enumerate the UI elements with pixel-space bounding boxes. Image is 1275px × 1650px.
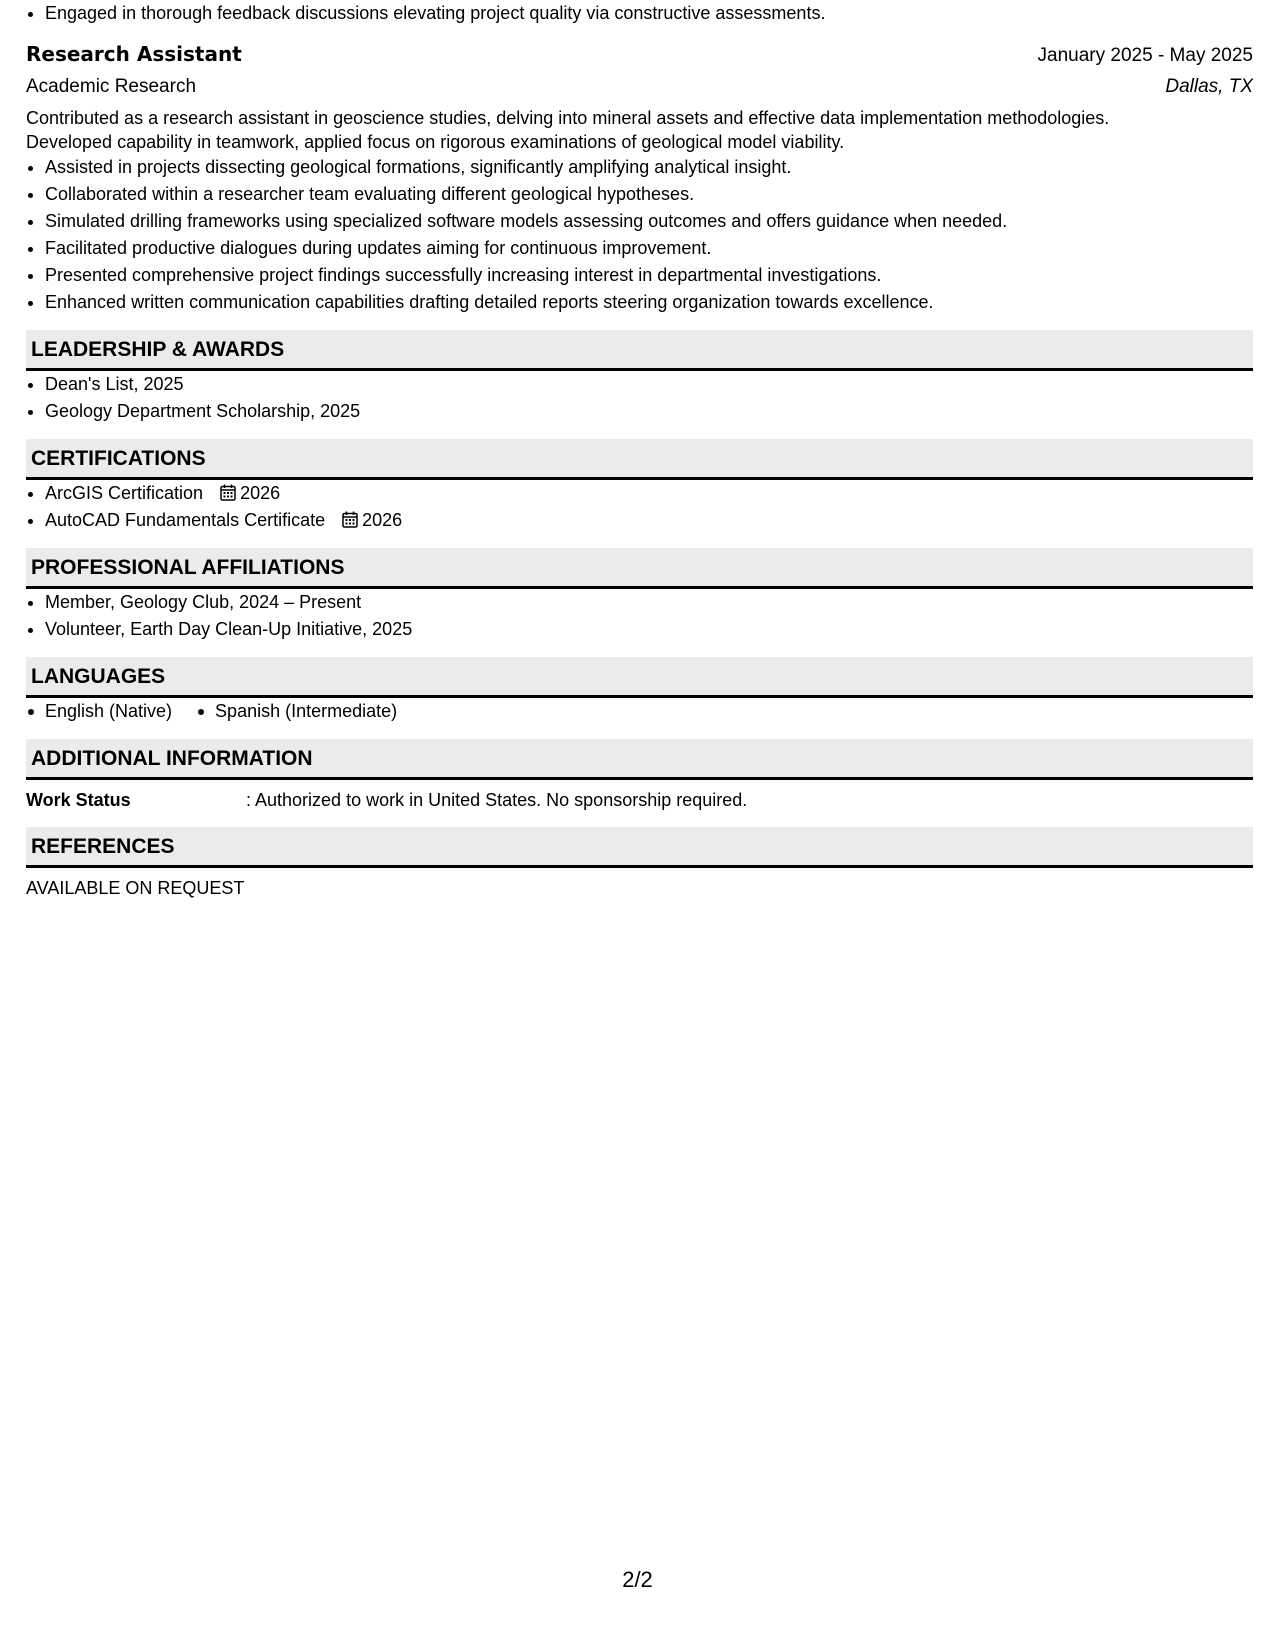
job-bullets	[26, 154, 1253, 316]
certification-year: 2026	[240, 483, 281, 503]
section-affiliations	[26, 548, 1253, 643]
job-description	[26, 106, 1253, 154]
page-number: 2/2	[622, 1567, 653, 1592]
section-title: PROFESSIONAL AFFILIATIONS	[26, 548, 1253, 589]
certification-name: AutoCAD Fundamentals Certificate	[45, 510, 326, 530]
certification-name: ArcGIS Certification	[45, 483, 204, 503]
list-item: • Presented comprehensive project findings successfully increasing interest in departmental investigations.	[45, 262, 1253, 289]
section-title: LEADERSHIP & AWARDS	[26, 330, 1253, 371]
list-item: • Dean's List, 2025	[45, 371, 1253, 398]
job-description-line: Contributed as a research assistant in geoscience studies, delving into mineral assets and effective data implementation methodologies.	[26, 108, 1110, 128]
section-title: ADDITIONAL INFORMATION	[26, 739, 1253, 780]
work-status-row	[26, 787, 1253, 813]
section-leadership	[26, 330, 1253, 425]
list-item: • Member, Geology Club, 2024 – Present	[45, 589, 1253, 616]
list-item: • Volunteer, Earth Day Clean-Up Initiative, 2025	[45, 616, 1253, 643]
list-item	[45, 507, 1253, 534]
list-item: • Engaged in thorough feedback discussions elevating project quality via constructive assessments.	[45, 0, 1253, 27]
section-languages	[26, 657, 1253, 725]
work-status-label: Work Status	[26, 790, 131, 810]
section-additional-information	[26, 739, 1253, 813]
resume-page	[26, 0, 1253, 901]
job-location: Dallas, TX	[1165, 76, 1253, 97]
job-title: Research Assistant	[26, 42, 242, 66]
list-item: • Enhanced written communication capabilities drafting detailed reports steering organization towards excellence.	[45, 289, 1253, 316]
list-item: Spanish (Intermediate)	[196, 698, 397, 725]
section-title: LANGUAGES	[26, 657, 1253, 698]
section-references	[26, 827, 1253, 901]
list-item: • Geology Department Scholarship, 2025	[45, 398, 1253, 425]
languages-list	[26, 698, 1253, 725]
list-item: • Facilitated productive dialogues during updates aiming for continuous improvement.	[45, 235, 1253, 262]
work-status-value: : Authorized to work in United States. No sponsorship required.	[246, 790, 748, 810]
section-certifications	[26, 439, 1253, 534]
job-subheader	[26, 73, 1253, 101]
section-title: REFERENCES	[26, 827, 1253, 868]
list-item: English (Native)	[26, 698, 172, 725]
job-dates: January 2025 - May 2025	[1037, 45, 1253, 66]
calendar-icon	[342, 511, 358, 528]
section-title: CERTIFICATIONS	[26, 439, 1253, 480]
leadership-list	[26, 371, 1253, 425]
affiliations-list	[26, 589, 1253, 643]
calendar-icon	[220, 484, 236, 501]
previous-job-bullets	[26, 0, 1253, 27]
certification-year: 2026	[362, 510, 403, 530]
references-text: AVAILABLE ON REQUEST	[26, 878, 245, 898]
job-description-line: Developed capability in teamwork, applied focus on rigorous examinations of geological model viability.	[26, 132, 845, 152]
list-item: • Simulated drilling frameworks using specialized software models assessing outcomes and offers guidance when needed.	[45, 208, 1253, 235]
list-item	[45, 480, 1253, 507]
list-item: • Assisted in projects dissecting geological formations, significantly amplifying analytical insight.	[45, 154, 1253, 181]
job-organization: Academic Research	[26, 76, 197, 97]
job-header	[26, 40, 1253, 70]
list-item: • Collaborated within a researcher team evaluating different geological hypotheses.	[45, 181, 1253, 208]
certifications-list	[26, 480, 1253, 534]
